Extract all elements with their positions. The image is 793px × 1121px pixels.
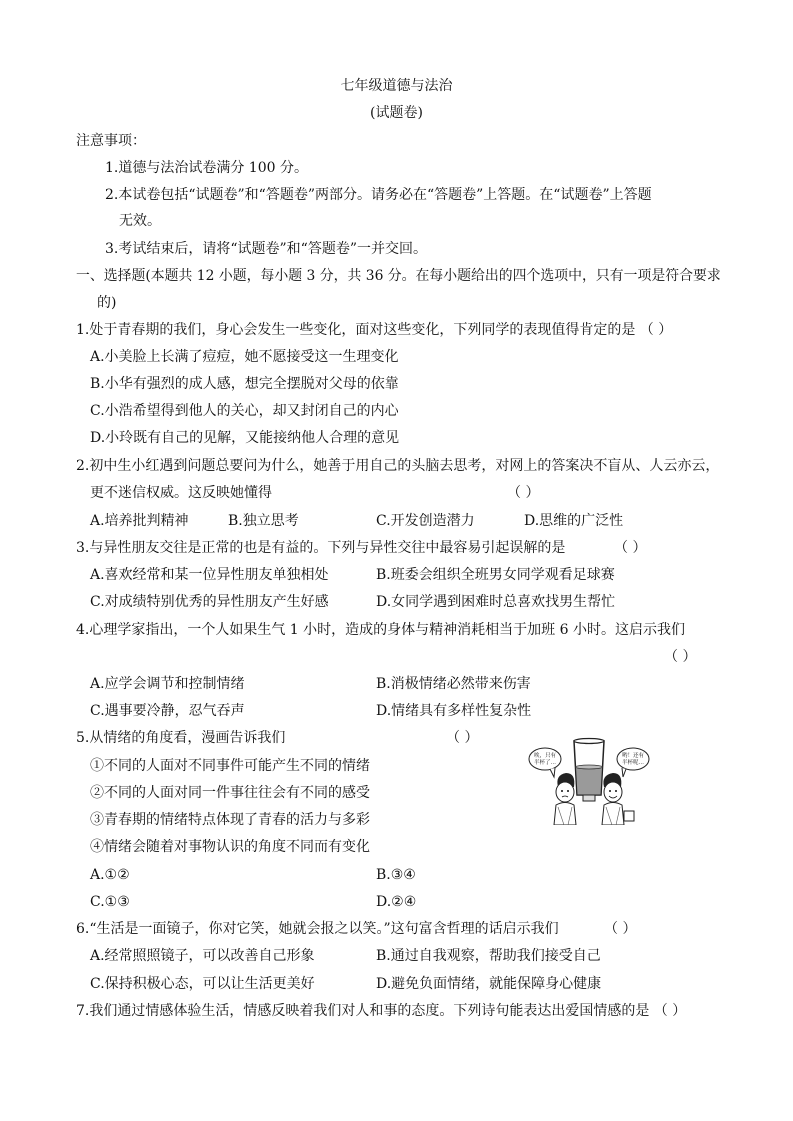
note-item: 1.道德与法治试卷满分 100 分。 [105,160,308,176]
option-d: D.情绪具有多样性复杂性 [376,703,532,719]
question-stem: 7.我们通过情感体验生活，情感反映着我们对人和事的态度。下列诗句能表达出爱国情感的是 （ ） [76,1003,687,1019]
question-stem: 6.“生活是一面镜子，你对它笑，她就会报之以笑。”这句富含哲理的话启示我们 [76,921,559,937]
option-a: A.喜欢经常和某一位异性朋友单独相处 [90,567,329,583]
option-b: B.③④ [376,867,416,883]
option-d: D.女同学遇到困难时总喜欢找男生帮忙 [376,594,616,610]
question-stem: 3.与异性朋友交往是正常的也是有益的。下列与异性交往中最容易引起误解的是 [76,540,566,556]
answer-paren: （ ） [604,921,637,937]
option-b: B.通过自我观察，帮助我们接受自己 [376,948,601,964]
option-c: C.开发创造潜力 [376,513,475,529]
statement: ③青春期的情绪特点体现了青春的活力与多彩 [90,812,370,828]
option-b: B.消极情绪必然带来伤害 [376,676,531,692]
answer-paren: （ ） [507,485,540,501]
answer-paren: （ ） [614,540,647,556]
option-c: C.①③ [90,894,130,910]
question-stem: 5.从情绪的角度看，漫画告诉我们 [76,730,286,746]
option-a: A.①② [90,867,130,883]
note-item: 2.本试卷包括“试题卷”和“答题卷”两部分。请务必在“答题卷”上答题。在“试题卷”上答题 [105,187,652,203]
section-heading: 一、选择题(本题共 12 小题，每小题 3 分，共 36 分。在每小题给出的四个选项中，只有一项是符合要求 [76,268,721,284]
option-c: C.小浩希望得到他人的关心，却又封闭自己的内心 [90,403,399,419]
option-c: C.遇事要冷静，忍气吞声 [90,703,245,719]
option-b: B.独立思考 [228,513,299,529]
note-item: 3.考试结束后，请将“试题卷”和“答题卷”一并交回。 [105,241,427,257]
option-a: A.培养批判精神 [90,513,189,529]
half-glass-cartoon [528,737,650,825]
statement: ②不同的人面对同一件事往往会有不同的感受 [90,785,370,801]
page-title: 七年级道德与法治 [340,78,453,94]
section-heading-cont: 的) [97,295,117,311]
question-stem-cont: 更不迷信权威。这反映她懂得 [90,485,272,501]
statement: ①不同的人面对不同事件可能产生不同的情绪 [90,758,370,774]
question-stem: 1.处于青春期的我们，身心会发生一些变化，面对这些变化，下列同学的表现值得肯定的是 （ ） [76,322,673,338]
question-stem: 2.初中生小红遇到问题总要问为什么，她善于用自己的头脑去思考，对网上的答案决不盲从、人云亦云， [76,458,720,474]
question-stem: 4.心理学家指出，一个人如果生气 1 小时，造成的身体与精神消耗相当于加班 6 小时。这启示我们 [76,622,685,638]
bubble-right-line1: 哟！还有 [621,753,645,759]
notes-heading: 注意事项： [76,133,146,149]
bubble-left-line1: 唉，只有 [533,753,557,759]
option-d: D.②④ [376,894,417,910]
page-subtitle: (试题卷) [370,105,423,121]
option-a: A.小美脸上长满了痘痘，她不愿接受这一生理变化 [90,349,399,365]
option-a: A.经常照照镜子，可以改善自己形象 [90,948,315,964]
option-a: A.应学会调节和控制情绪 [90,676,245,692]
option-d: D.思维的广泛性 [524,513,624,529]
bubble-right-line2: 半杯呢… [621,760,645,766]
answer-paren: （ ） [446,730,479,746]
option-c: C.对成绩特别优秀的异性朋友产生好感 [90,594,329,610]
answer-paren: （ ） [664,649,697,665]
option-d: D.小玲既有自己的见解，又能接纳他人合理的意见 [90,430,400,446]
option-b: B.班委会组织全班男女同学观看足球赛 [376,567,615,583]
option-d: D.避免负面情绪，就能保障身心健康 [376,976,602,992]
bubble-left-line2: 半杯了… [533,760,557,766]
statement: ④情绪会随着对事物认识的角度不同而有变化 [90,839,370,855]
note-item: 无效。 [119,213,161,229]
option-c: C.保持积极心态，可以让生活更美好 [90,976,315,992]
option-b: B.小华有强烈的成人感，想完全摆脱对父母的依靠 [90,376,399,392]
